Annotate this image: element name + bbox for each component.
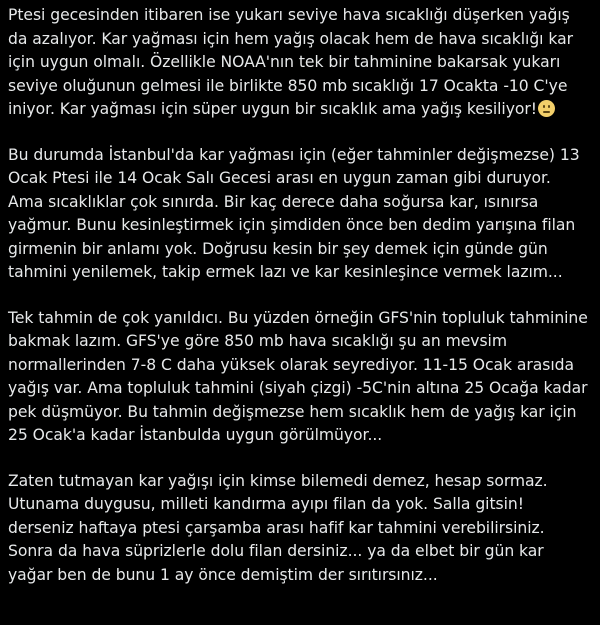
paragraph-text: Zaten tutmayan kar yağışı için kimse bilemedi demez, hesap sormaz. Utunama duygusu, milleti kandırma ayıpı filan da yok. Salla gitsin! derseniz haftaya ptesi çarşamba arası hafif kar tahmini verebilirsiniz. Sonra da hava süprizlerle dolu filan dersiniz... ya da elbet bir gün kar yağar ben de bunu 1 ay önce demiştim der sırıtırsınız... [8,471,548,584]
paragraph-text: Ptesi gecesinden itibaren ise yukarı seviye hava sıcaklığı düşerken yağış da azalıyor. Kar yağması için hem yağış olacak hem de hava sıcaklığı kar için uygun olmalı. Özellikle NOAA'nın tek bir tahminine bakarsak yukarı seviye oluğunun gelmesi ile birlikte 850 mb sıcaklığı 17 Ocakta -10 C'ye iniyor. Kar yağması için süper uygun bir sıcaklık ama yağış kesiliyor! [8,6,573,118]
post-paragraph-3 [8,307,590,448]
neutral-face-emoji-icon [538,100,555,117]
post-paragraph-2 [8,144,590,285]
paragraph-text: Tek tahmin de çok yanıldıcı. Bu yüzden örneğin GFS'nin topluluk tahminine bakmak lazım. GFS'ye göre 850 mb hava sıcaklığı şu an mevsim normallerinden 7-8 C daha yüksek olarak seyrediyor. 11-15 Ocak arasıda yağış var. Ama topluluk tahmini (siyah çizgi) -5C'nin altına 25 Ocağa kadar pek düşmüyor. Bu tahmin değişmezse hem sıcaklık hem de yağış kar için 25 Ocak'a kadar İstanbulda uygun görülmüyor... [8,308,588,444]
paragraph-text: Bu durumda İstanbul'da kar yağması için (eğer tahminler değişmezse) 13 Ocak Ptesi ile 14 Ocak Salı Gecesi arası en uygun zaman gibi duruyor. Ama sıcaklıklar çok sınırda. Bir kaç derece daha soğursa kar, ısınırsa yağmur. Bunu kesinleştirmek için şimdiden önce ben dedim yarışına filan girmenin bir anlamı yok. Doğrusu kesin bir şey demek için günde gün tahmini yenilemek, takip ermek lazı ve kar kesinleşince vermek lazım... [8,145,580,281]
post-paragraph-4 [8,470,590,588]
post-paragraph-1 [8,4,590,122]
